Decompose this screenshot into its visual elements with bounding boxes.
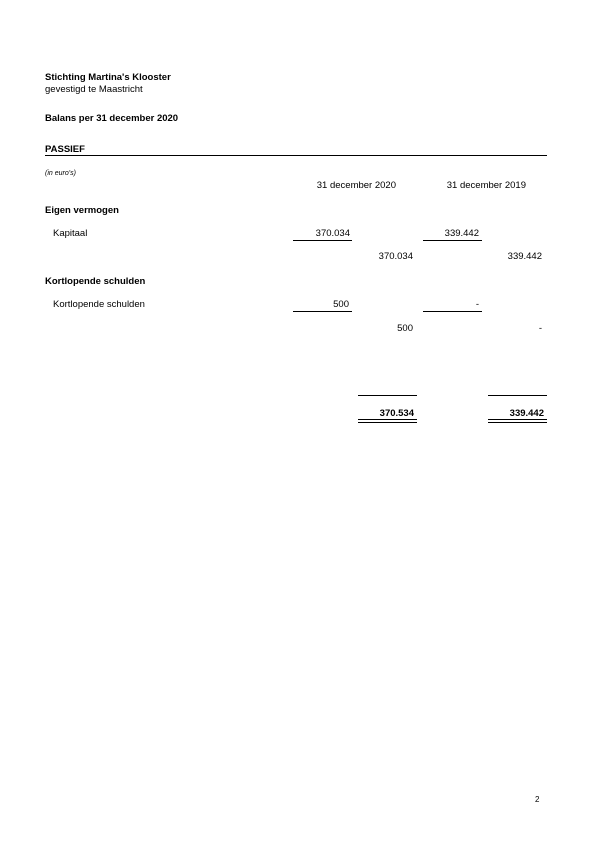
total-double-underline-prior xyxy=(488,419,547,423)
subtotal-current-short-term: 500 xyxy=(397,323,413,334)
group-title-short-term-liabilities: Kortlopende schulden xyxy=(45,276,146,287)
column-header-prior: 31 december 2019 xyxy=(446,180,526,191)
organisation-location: gevestigd te Maastricht xyxy=(45,84,143,95)
organisation-name: Stichting Martina's Klooster xyxy=(45,72,171,83)
item-underline-current xyxy=(293,240,352,241)
total-rule-current xyxy=(358,395,417,396)
balance-title: Balans per 31 december 2020 xyxy=(45,113,179,124)
section-title: PASSIEF xyxy=(45,144,85,155)
group-title-equity: Eigen vermogen xyxy=(45,205,119,216)
item-underline-prior-short-term xyxy=(423,311,482,312)
line-item-value-current-kapitaal: 370.034 xyxy=(315,228,350,239)
page-number: 2 xyxy=(535,795,540,804)
item-underline-prior xyxy=(423,240,482,241)
line-item-value-current-short-term: 500 xyxy=(333,299,349,310)
line-item-value-prior-short-term: - xyxy=(475,299,479,310)
total-double-underline-current xyxy=(358,419,417,423)
total-prior: 339.442 xyxy=(509,408,544,419)
section-rule xyxy=(45,155,547,156)
unit-note: (in euro's) xyxy=(45,170,76,177)
subtotal-prior-short-term: - xyxy=(538,323,542,334)
line-item-value-prior-kapitaal: 339.442 xyxy=(444,228,479,239)
total-current: 370.534 xyxy=(379,408,414,419)
subtotal-current-equity: 370.034 xyxy=(378,251,413,262)
line-item-label-short-term-liabilities: Kortlopende schulden xyxy=(53,299,145,310)
subtotal-prior-equity: 339.442 xyxy=(507,251,542,262)
line-item-label-kapitaal: Kapitaal xyxy=(53,228,88,239)
item-underline-current-short-term xyxy=(293,311,352,312)
total-rule-prior xyxy=(488,395,547,396)
column-header-current: 31 december 2020 xyxy=(316,180,396,191)
